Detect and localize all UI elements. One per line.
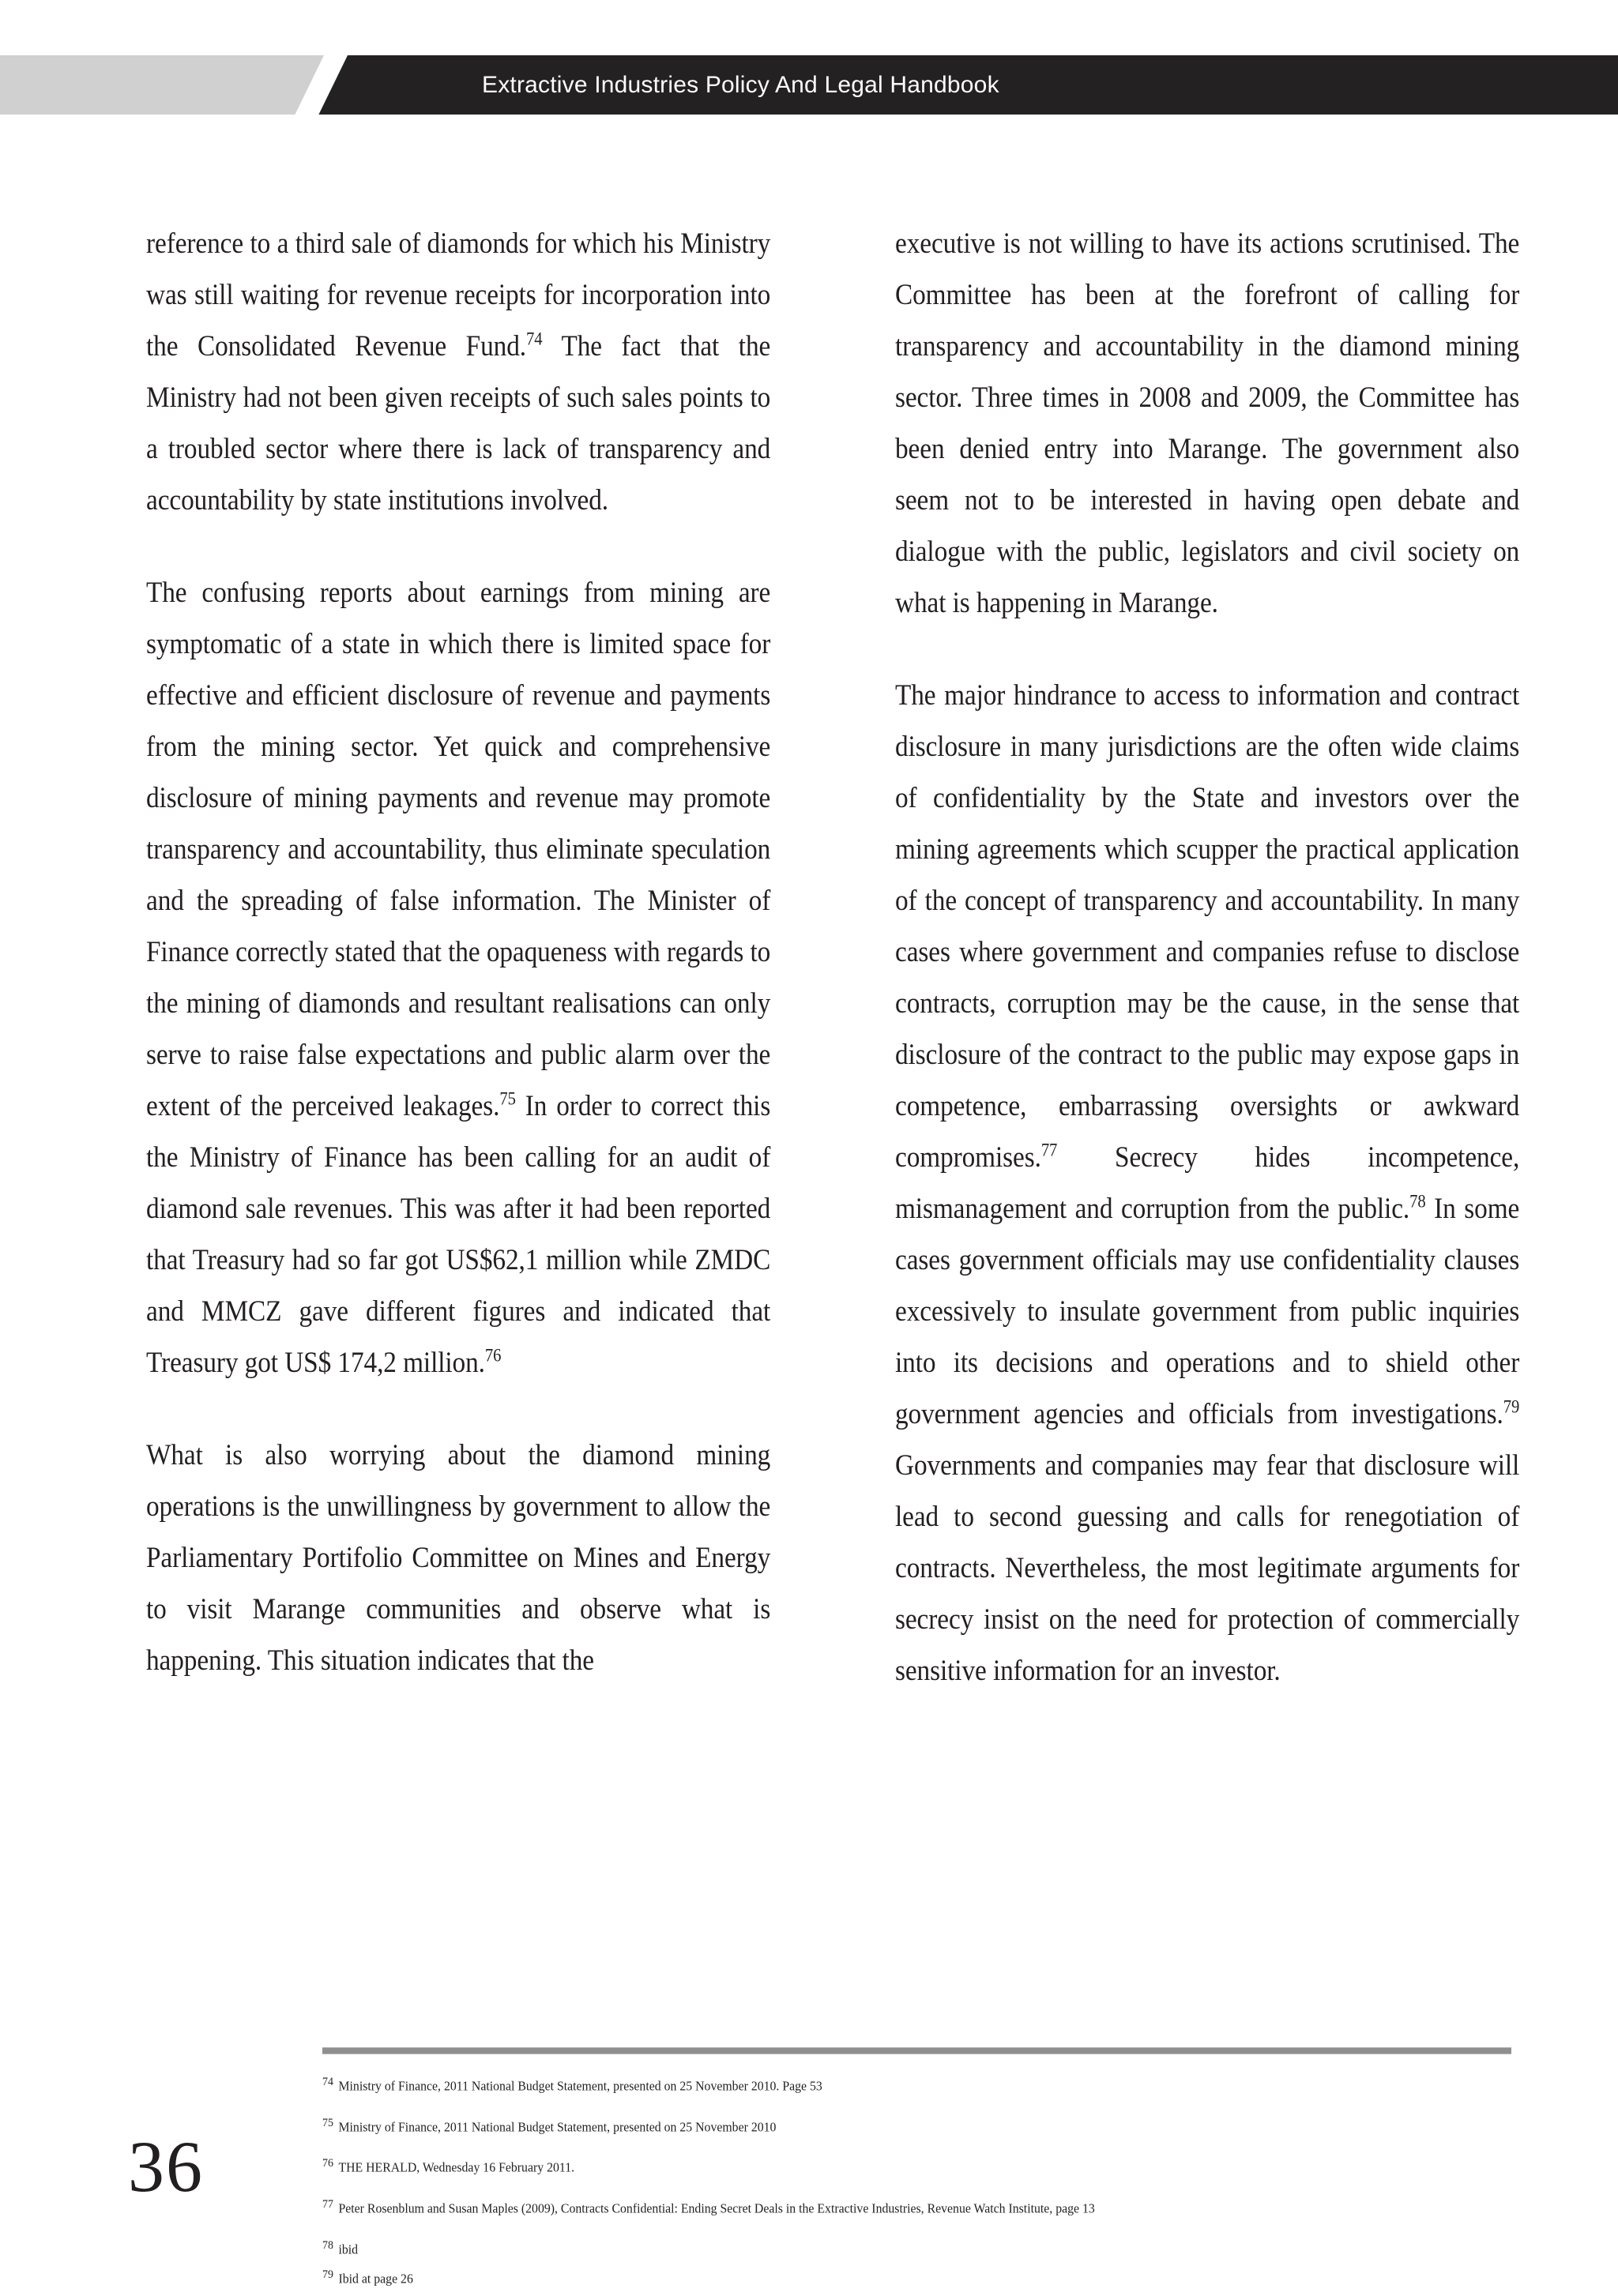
footnote-item [322, 2114, 1469, 2136]
footnote-list [322, 2073, 1555, 2296]
footnote-item [322, 2196, 1469, 2218]
footnote-marker: 76 [484, 1345, 502, 1366]
paragraph: The major hindrance to access to information and contract disclosure in many jurisdictions are the often wide claims of confidentiality by the State and investors over the mining agreements which scupper the practical application of the concept of transparency and accountability. In many cases where government and companies refuse to disclose contracts, corruption may be the cause, in the sense that disclosure of the contract to the public may expose gaps in competence, embarrassing oversights or awkward compromises.$^{77}$ Secrecy hides incompetence, mismanagement and corruption from the public.$^{78}$ In some cases government officials may use confidentiality clauses excessively to insulate government from public inquiries into its decisions and operations and to shield other government agencies and officials from investigations.$^{79}$ Governments and companies may fear that disclosure will lead to second guessing and calls for renegotiation of contracts. Nevertheless, the most legitimate arguments for secrecy insist on the need for protection of commercially sensitive information for an investor. [895, 679, 1520, 1687]
footnote-item [322, 2073, 1469, 2095]
footnote-text: THE HERALD, Wednesday 16 February 2011. [338, 2159, 575, 2175]
footnote-text: ibid [338, 2242, 359, 2257]
header-grey-accent-shape [0, 55, 324, 115]
footnote-number: 78 [322, 2238, 333, 2252]
footnote-marker: 79 [1503, 1396, 1520, 1417]
page-number: 36 [128, 2126, 204, 2207]
paragraph: reference to a third sale of diamonds for which his Ministry was still waiting for revenue receipts for incorporation into the Consolidated Revenue Fund.$^{74}$ The fact that the Ministry had not been given receipts of such sales points to a troubled sector where there is lack of transparency and accountability by state institutions involved. [146, 227, 771, 517]
paragraph: What is also worrying about the diamond mining operations is the unwillingness by government to allow the Parliamentary Portifolio Committee on Mines and Energy to visit Marange communities and observe what is happening. This situation indicates that the [146, 1439, 771, 1677]
footnote-item [322, 2266, 1469, 2288]
footnote-number: 77 [322, 2197, 333, 2211]
footnote-divider [322, 2047, 1511, 2054]
footnote-item [322, 2155, 1469, 2177]
footnote-number: 74 [322, 2076, 333, 2088]
footnote-number: 76 [322, 2157, 333, 2170]
paragraph: The confusing reports about earnings from mining are symptomatic of a state in which there is limited space for effective and efficient disclosure of revenue and payments from the mining sector. Yet quick and comprehensive disclosure of mining payments and revenue may promote transparency and accountability, thus eliminate speculation and the spreading of false information. The Minister of Finance correctly stated that the opaqueness with regards to the mining of diamonds and resultant realisations can only serve to raise false expectations and public alarm over the extent of the perceived leakages.$^{75}$ In order to correct this the Ministry of Finance has been calling for an audit of diamond sale revenues. This was after it had been reported that Treasury had so far got US$62,1 million while ZMDC and MMCZ gave different figures and indicated that Treasury got US$ 174,2 million.$^{76}$ [146, 577, 771, 1379]
footnote-text: Ibid at page 26 [338, 2271, 413, 2287]
footnote-marker: 75 [499, 1088, 516, 1109]
footnote-marker: 78 [1409, 1191, 1426, 1212]
footnote-text: Ministry of Finance, 2011 National Budget Statement, presented on 25 November 2010 [338, 2119, 777, 2135]
footnote-text: Peter Rosenblum and Susan Maples (2009), Contracts Confidential: Ending Secret Deals in the Extractive Industries, Revenue Watch Institute, page 13 [338, 2200, 1095, 2216]
body-columns [0, 218, 1618, 2019]
footnote-marker: 77 [1040, 1140, 1058, 1160]
paragraph: executive is not willing to have its actions scrutinised. The Committee has been at the forefront of calling for transparency and accountability in the diamond mining sector. Three times in 2008 and 2009, the Committee has been denied entry into Marange. The government also seem not to be interested in having open debate and dialogue with the public, legislators and civil society on what is happening in Marange. [895, 227, 1520, 619]
footnote-number: 75 [322, 2116, 333, 2129]
column-left [146, 218, 770, 1686]
header-title: Extractive Industries Policy And Legal Handbook [482, 72, 999, 98]
footnote-item [322, 2237, 1469, 2259]
footnote-text: Ministry of Finance, 2011 National Budget Statement, presented on 25 November 2010. Page 53 [338, 2078, 822, 2094]
footnote-number: 79 [322, 2268, 333, 2282]
column-right [895, 218, 1519, 1697]
footnote-marker: 74 [526, 329, 543, 349]
page-header [0, 0, 1618, 126]
